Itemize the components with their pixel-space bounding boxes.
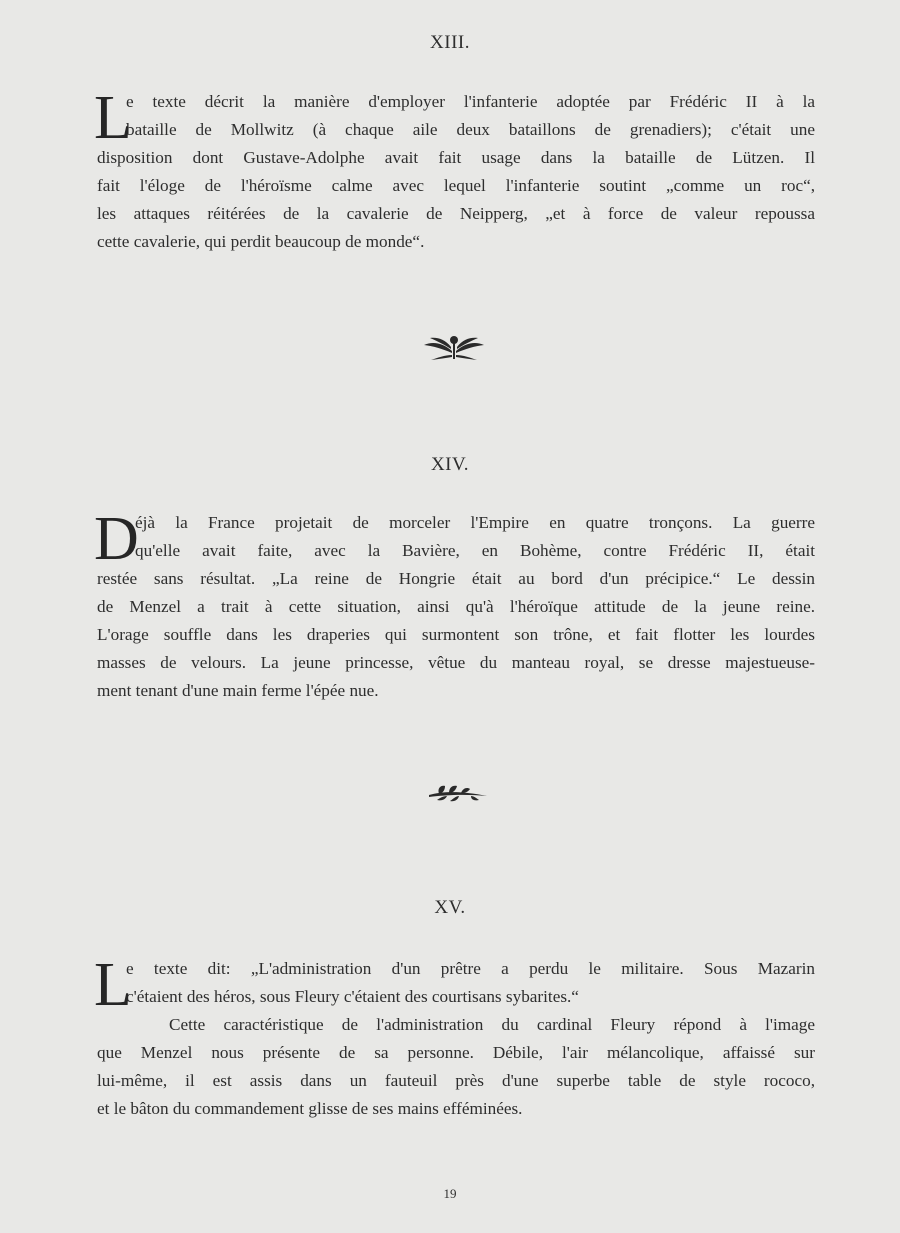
drop-cap: D <box>94 505 139 573</box>
text-line: restée sans résultat. „La reine de Hongrie était au bord d'un précipice.“ Le dessin <box>97 569 815 588</box>
text-line: les attaques réitérées de la cavalerie de Neipperg, „et à force de valeur repoussa <box>97 204 815 223</box>
text-line: ment tenant d'une main ferme l'épée nue. <box>97 681 379 700</box>
text-line: e texte dit: „L'administration d'un prêtre a perdu le militaire. Sous Mazarin <box>126 959 815 978</box>
paragraph-xiv <box>94 505 815 705</box>
text-line: Cette caractéristique de l'administration du cardinal Fleury répond à l'image <box>169 1015 815 1034</box>
text-line: qu'elle avait faite, avec la Bavière, en Bohème, contre Frédéric II, était <box>135 541 815 560</box>
text-line: c'étaient des héros, sous Fleury c'étaient des courtisans sybarites.“ <box>126 987 579 1006</box>
section-heading-xv: XV. <box>434 897 466 918</box>
paragraph-xiii <box>94 84 815 256</box>
text-line: disposition dont Gustave-Adolphe avait fait usage dans la bataille de Lützen. Il <box>97 148 815 167</box>
drop-cap: L <box>94 84 132 152</box>
text-line: lui-même, il est assis dans un fauteuil près d'une superbe table de style rococo, <box>97 1071 815 1090</box>
text-line: de Menzel a trait à cette situation, ainsi qu'à l'héroïque attitude de la jeune reine. <box>97 597 815 616</box>
text-line: masses de velours. La jeune princesse, vêtue du manteau royal, se dresse majestueuse- <box>97 653 815 672</box>
text-line: bataille de Mollwitz (à chaque aile deux bataillons de grenadiers); c'était une <box>126 120 815 139</box>
leaf-sprig-fleuron-icon <box>427 783 489 803</box>
paragraph-xv <box>94 951 815 1123</box>
text-line: que Menzel nous présente de sa personne. Débile, l'air mélancolique, affaissé sur <box>97 1043 815 1062</box>
text-line: et le bâton du commandement glisse de ses mains efféminées. <box>97 1099 523 1118</box>
floral-fleuron-icon <box>421 333 487 361</box>
text-line: e texte décrit la manière d'employer l'infanterie adoptée par Frédéric II à la <box>126 92 815 111</box>
page-number: 19 <box>443 1186 457 1201</box>
text-line: cette cavalerie, qui perdit beaucoup de monde“. <box>97 232 425 251</box>
text-line: éjà la France projetait de morceler l'Empire en quatre tronçons. La guerre <box>135 513 815 532</box>
text-line: L'orage souffle dans les draperies qui surmontent son trône, et fait flotter les lourdes <box>97 625 815 644</box>
section-heading-xiii: XIII. <box>430 32 470 53</box>
section-heading-xiv: XIV. <box>430 454 470 475</box>
text-line: fait l'éloge de l'héroïsme calme avec lequel l'infanterie soutint „comme un roc“, <box>97 176 815 195</box>
drop-cap: L <box>94 951 132 1019</box>
